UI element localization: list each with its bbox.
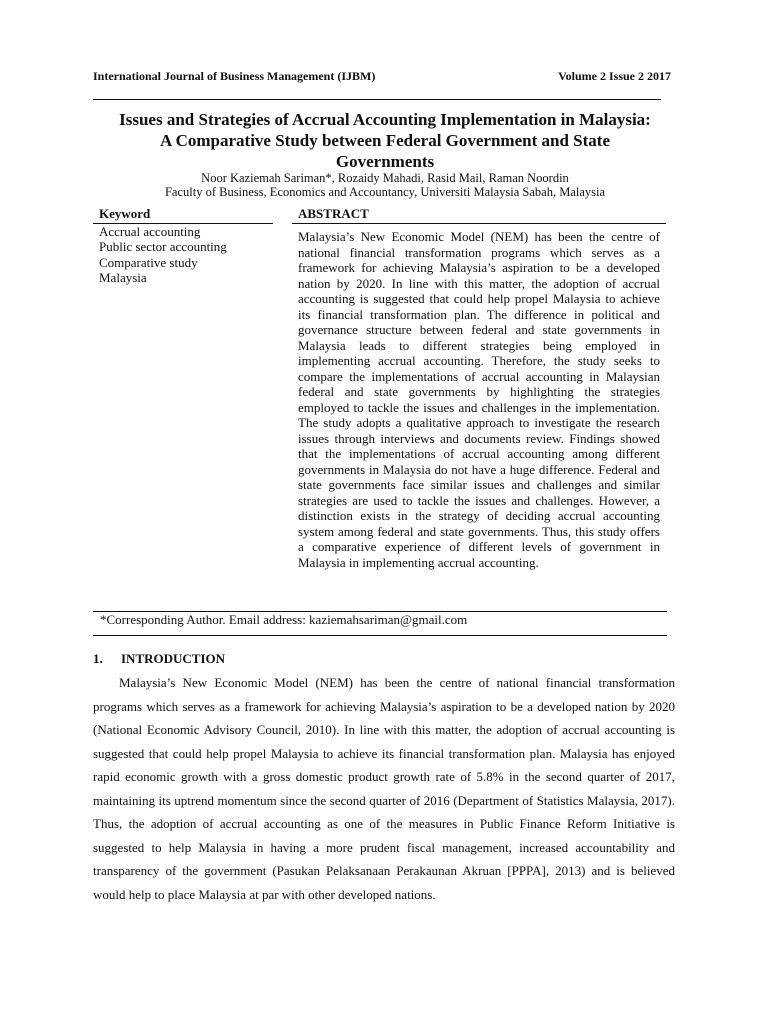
author-block [80, 171, 690, 199]
keyword-item: Public sector accounting [99, 239, 227, 255]
footnote-rule-bottom [93, 635, 667, 636]
title-line-3: Governments [335, 152, 435, 171]
section-number: 1. [93, 651, 103, 666]
title-line-2: A Comparative Study between Federal Government and State [160, 131, 610, 150]
keyword-item: Accrual accounting [99, 224, 201, 239]
introduction-paragraph: Malaysia’s New Economic Model (NEM) has been the centre of national financial transformation programs which serves as a framework for achieving Malaysia’s aspiration to be a developed nation by 2020 (National Economic Advisory Council, 2010). In line with this matter, the adoption of accrual accounting is suggested that could help propel Malaysia to achieve its financial transformation plan. Malaysia has enjoyed rapid economic growth with a gross domestic product growth rate of 5.8% in the second quarter of 2017, maintaining its uptrend momentum since the second quarter of 2016 (Department of Statistics Malaysia, 2017). Thus, the adoption of accrual accounting as one of the measures in Public Finance Reform Initiative is suggested to help Malaysia in having a more prudent fiscal management, increased accountability and transparency of the government (Pasukan Pelaksanaan Perakaunan Akruan [PPPA], 2013) and is believed would help to place Malaysia at par with other developed nations. [93, 675, 675, 902]
section-heading-introduction [93, 651, 225, 667]
abstract-text: Malaysia’s New Economic Model (NEM) has been the centre of national financial transformation programs which serves as a framework for achieving Malaysia’s aspiration to be a developed nation by 2020. In line with this matter, the adoption of accrual accounting is suggested that could help propel Malaysia to achieve its financial transformation plan. The difference in political and governance structure between federal and state governments in Malaysia leads to different strategies being employed in implementing accrual accounting. Therefore, the study seeks to compare the implementations of accrual accounting in Malaysian federal and state governments by highlighting the strategies employed to tackle the issues and challenges in the implementation. The study adopts a qualitative approach to investigate the research issues through interviews and documents review. Findings showed that the implementations of accrual accounting among different governments in Malaysia do not have a huge difference. Federal and state governments face similar issues and challenges and similar strategies are used to tackle the issues and challenges. However, a distinction exists in the strategy of deciding accrual accounting system among federal and state governments. Thus, this study offers a comparative experience of different levels of government in Malaysia in implementing accrual accounting. [298, 229, 660, 570]
corresponding-author-note: *Corresponding Author. Email address: kaziemahsariman@gmail.com [100, 612, 468, 627]
abstract-column [292, 206, 666, 570]
title-line-1: Issues and Strategies of Accrual Accounting Implementation in Malaysia: [119, 110, 651, 129]
header-rule [93, 99, 661, 100]
journal-name: International Journal of Business Management (IJBM) [93, 69, 376, 83]
keyword-item: Comparative study [99, 254, 198, 270]
keyword-item: Malaysia [99, 269, 147, 285]
paper-title [80, 109, 690, 172]
author-names: Noor Kaziemah Sariman*, Rozaidy Mahadi, Rasid Mail, Raman Noordin [201, 171, 569, 185]
abstract-heading: ABSTRACT [292, 206, 666, 224]
keyword-heading: Keyword [93, 206, 273, 224]
volume-issue: Volume 2 Issue 2 2017 [558, 69, 671, 83]
keyword-list [93, 224, 273, 285]
keyword-column [93, 206, 273, 285]
running-header [93, 69, 671, 84]
author-affiliation: Faculty of Business, Economics and Accountancy, Universiti Malaysia Sabah, Malaysia [164, 185, 606, 199]
section-title: INTRODUCTION [121, 651, 226, 666]
